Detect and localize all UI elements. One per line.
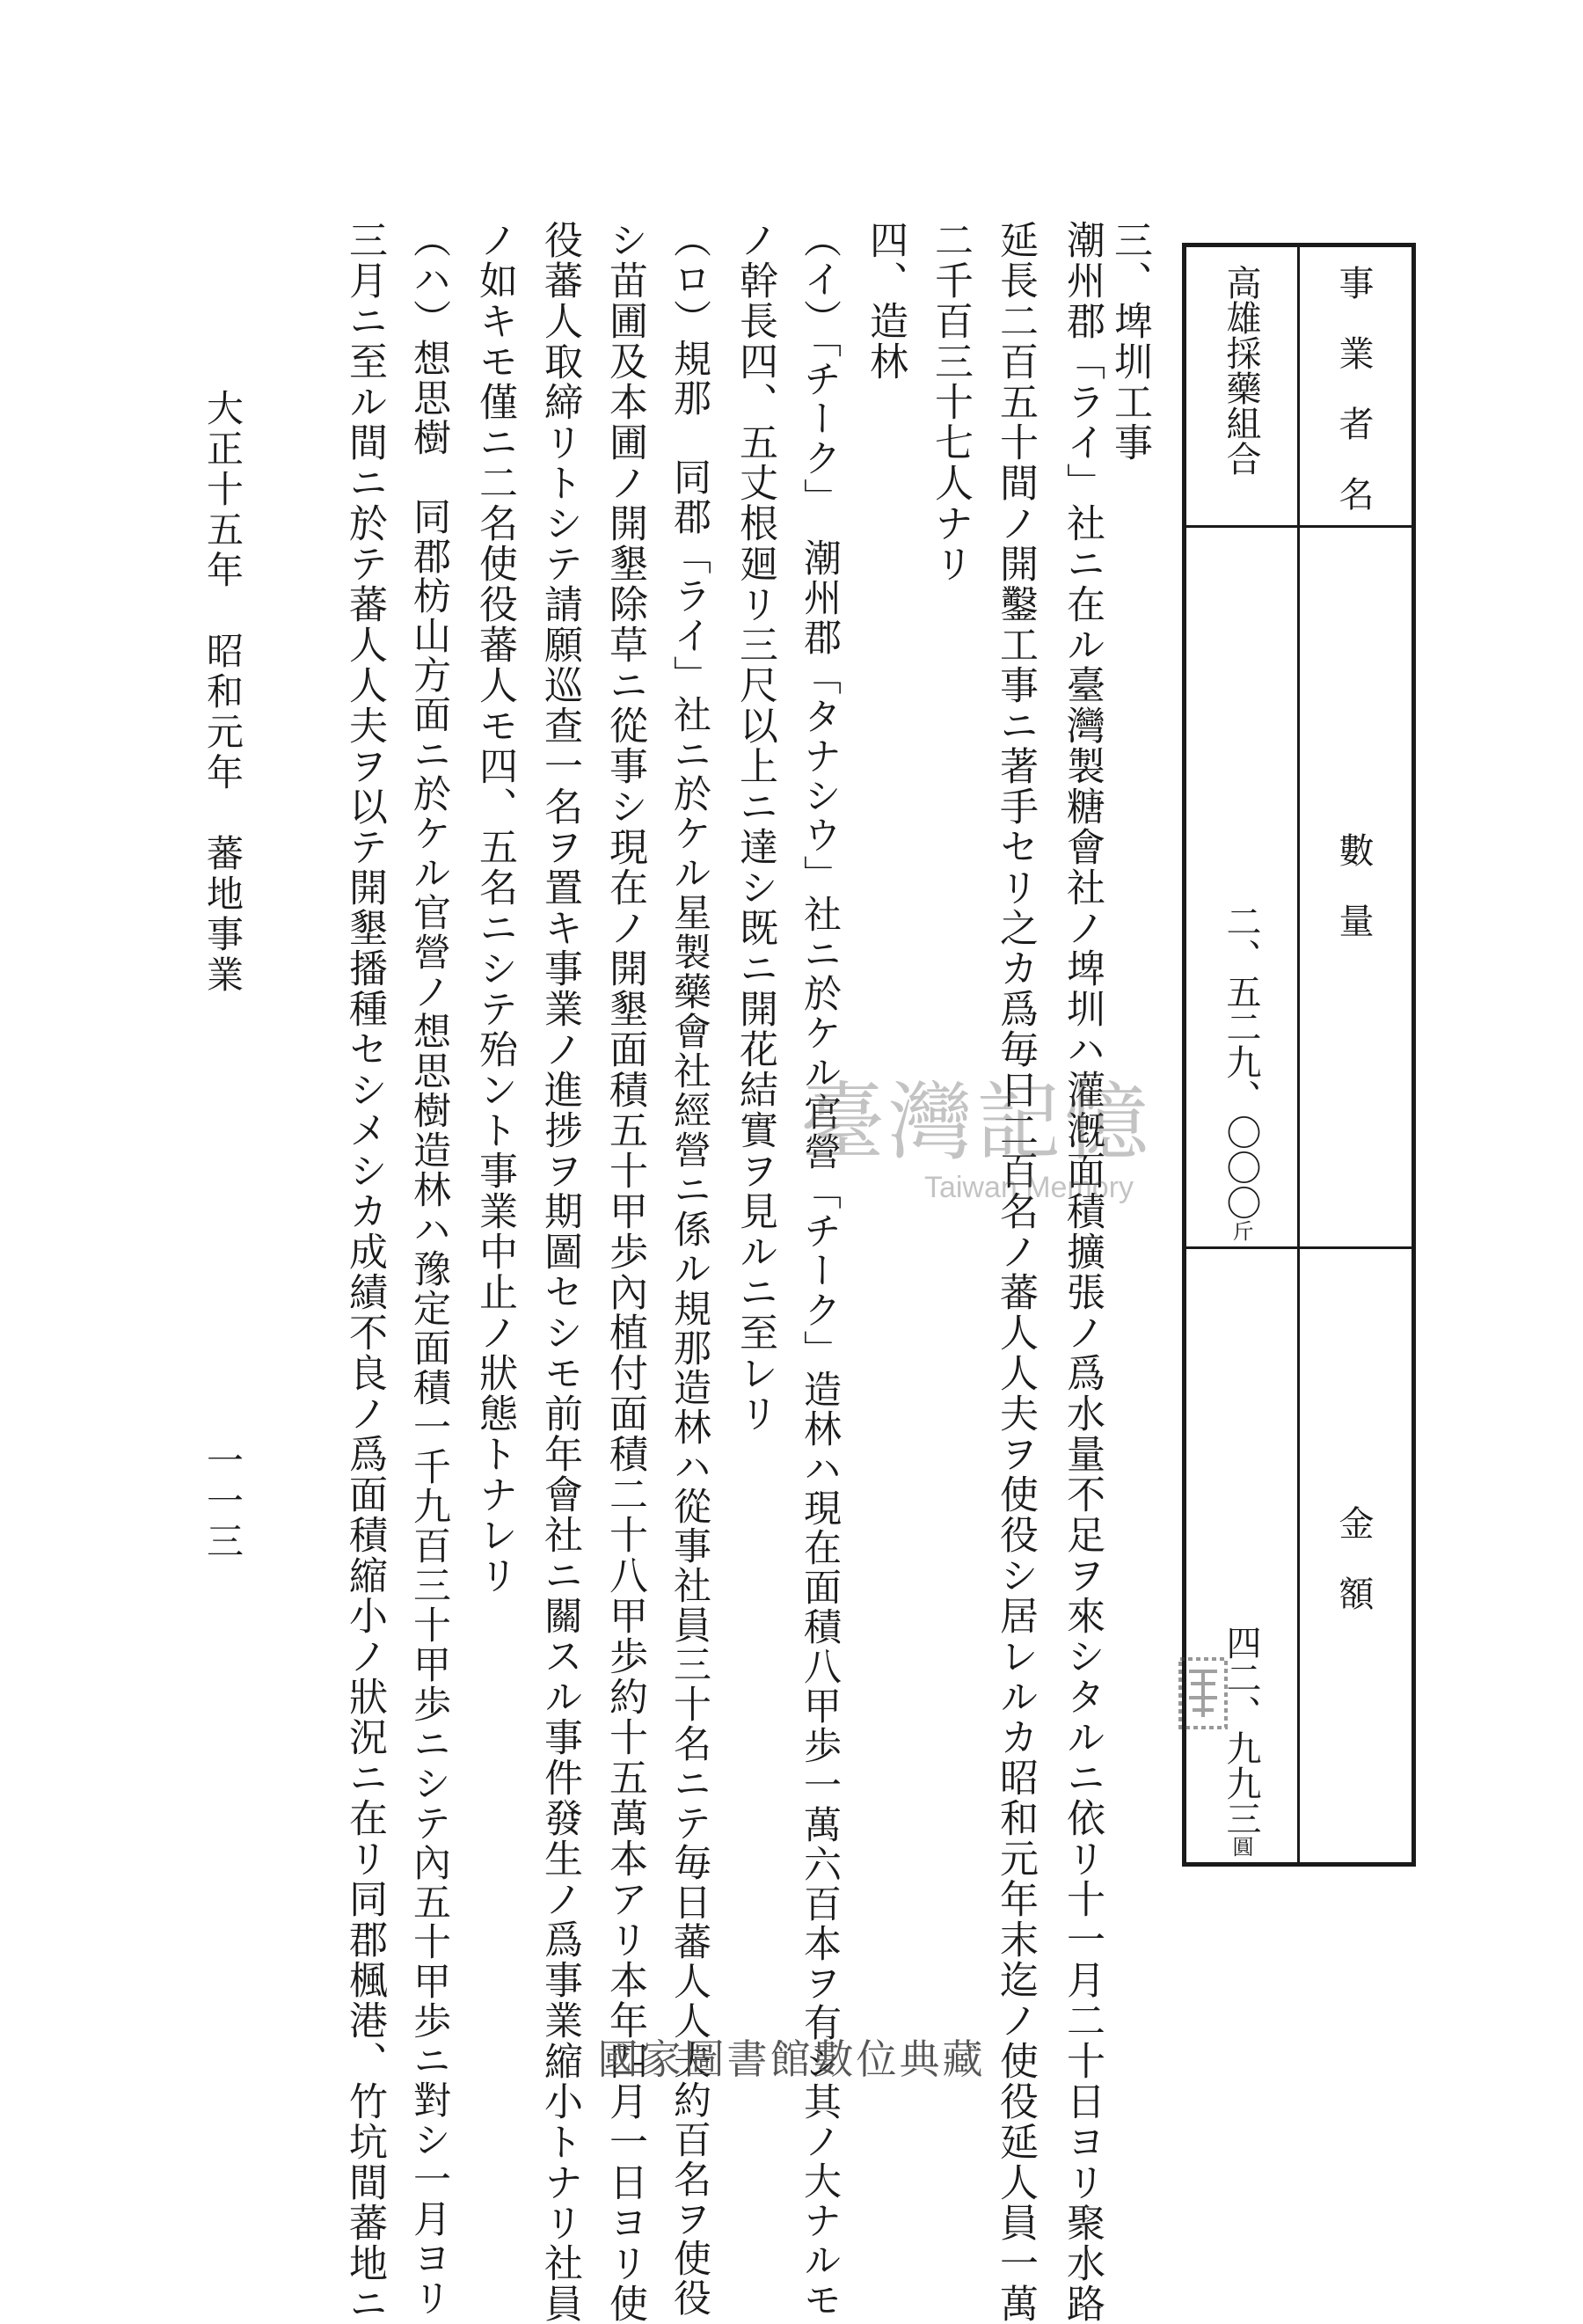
- text-column-4: 二千百三十七人ナリ: [928, 220, 973, 584]
- quantity-unit: 斤: [1229, 1220, 1253, 1241]
- text-column-2: 潮州郡「ライ」社ニ在ル臺灣製糖會社ノ埤圳ハ灌漑面積擴張ノ爲水量不足ヲ來シタルニ依リ十一月二十日ヨリ聚水路: [1060, 220, 1105, 2324]
- table-divider-row1: [1186, 525, 1412, 528]
- text-column-1: 三、埤圳工事: [1107, 220, 1152, 463]
- text-column-9: シ苗圃及本圃ノ開墾除草ニ從事シ現在ノ開墾面積五十甲歩內植付面積二十八甲歩約十五萬本アリ本年四月一日ヨリ使: [602, 220, 647, 2324]
- quantity-value: 二、五二九、〇〇〇 斤: [1221, 903, 1261, 1241]
- text-column-6: （イ）「チーク」 潮州郡「タナシウ」社ニ於ケル官營「チーク」造林ハ現在面積八甲歩一萬六百本ヲ有シ其ノ大ナルモ: [798, 220, 842, 2320]
- header-business-label: 事 業 者 名: [1333, 265, 1374, 511]
- header-quantity-label: 數 量: [1333, 832, 1374, 938]
- watermark: [800, 1056, 1152, 1205]
- watermark-english: Taiwan Memory: [923, 1171, 1134, 1204]
- text-column-11: ノ如キモ僅ニ二名使役蕃人モ四、五名ニシテ殆ント事業中止ノ狀態トナレリ: [472, 220, 517, 1596]
- text-column-8: （ロ）規那 同郡「ライ」社ニ於ケル星製藥會社經營ニ係ル規那造林ハ從事社員三十名ニテ毎日蕃人人夫約百名ヲ使役: [667, 220, 711, 2318]
- watermark-chinese: 臺灣記憶: [800, 1073, 1152, 1172]
- table-divider-vertical: [1297, 247, 1300, 1862]
- seal-stamp-icon: [1175, 1654, 1231, 1733]
- statistics-table: [1182, 243, 1416, 1867]
- library-name: 國家圖書館數位典藏: [597, 2035, 986, 2083]
- amount-value: 四二、九九三 圓: [1221, 1625, 1261, 1857]
- text-column-12: （ハ）想思樹 同郡枋山方面ニ於ケル官營ノ想思樹造林ハ豫定面積一千九百三十甲歩ニシテ內五十甲歩ニ對シ一月ヨリ: [407, 220, 451, 2318]
- text-column-13: 三月ニ至ル間ニ於テ蕃人人夫ヲ以テ開墾播種セシメシカ成績不良ノ爲面積縮小ノ狀況ニ在リ同郡楓港、竹坑間蕃地ニ: [342, 220, 387, 2324]
- header-amount-label: 金 額: [1333, 1505, 1374, 1611]
- table-divider-row2: [1186, 1246, 1412, 1249]
- running-title: 大正十五年 昭和元年 蕃地事業: [201, 389, 244, 996]
- amount-unit: 圓: [1229, 1836, 1253, 1857]
- page-number: 一一三: [201, 1441, 244, 1562]
- company-name: 高雄採藥組合: [1221, 265, 1261, 476]
- text-column-3: 延長二百五十間ノ開鑿工事ニ著手セリ之カ爲毎日二百名ノ蕃人人夫ヲ使役シ居レルカ昭和元年末迄ノ使役延人員一萬: [993, 220, 1038, 2324]
- text-column-5: 四、造林: [863, 220, 908, 382]
- text-column-7: ノ幹長四、五丈根廻リ三尺以上ニ達シ既ニ開花結實ヲ見ルニ至レリ: [733, 220, 777, 1434]
- text-column-10: 役蕃人取締リトシテ請願巡查一名ヲ置キ事業ノ進捗ヲ期圖セシモ前年會社ニ關スル事件發生ノ爲事業縮小トナリ社員: [537, 220, 582, 2324]
